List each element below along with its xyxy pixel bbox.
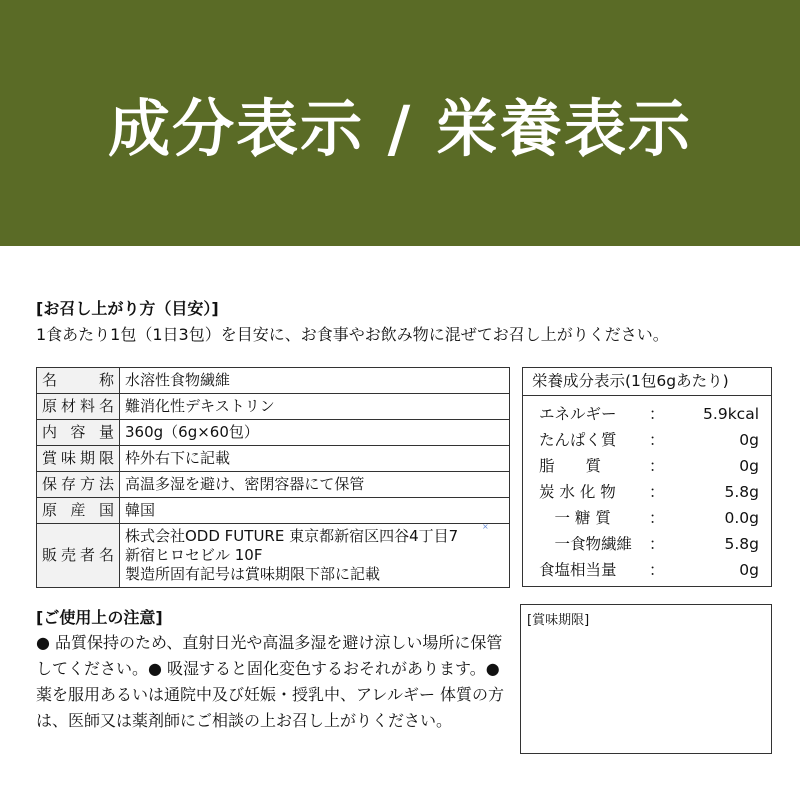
nutrient-value: 5.9kcal [703,405,759,423]
table-row [37,498,510,524]
row-value [120,524,510,588]
nutrient-value: 5.8g [724,483,759,501]
nutrient-label: 脂 質 [539,457,602,475]
stray-mark: × [482,522,489,531]
nutrition-facts-box [522,367,772,587]
seller-line: 株式会社ODD FUTURE 東京都新宿区四谷4丁目7 [125,527,459,545]
table-row [37,420,510,446]
row-value: 韓国 [120,498,510,524]
nutrition-title: 栄養成分表示(1包6gあたり) [523,368,771,396]
nutrition-row [523,427,771,453]
nutrient-value: 5.8g [724,535,759,553]
row-label: 賞味期限 [37,446,120,472]
row-label: 原材料名 [37,394,120,420]
row-label: 内 容 量 [37,420,120,446]
table-row [37,368,510,394]
nutrient-value: 0.0g [724,509,759,527]
nutrient-value: 0g [739,561,759,579]
page-title: 成分表示 / 栄養表示 [108,91,692,165]
expiry-date-box [520,604,772,754]
nutrient-label: 一 糖 質 [539,509,611,527]
howto-heading: [お召し上がり方（目安）] [36,299,219,318]
nutrition-row [523,505,771,531]
howto-text: 1食あたり1包（1日3包）を目安に、お食事やお飲み物に混ぜてお召し上がりください。 [36,325,669,344]
nutrient-colon: ： [649,457,665,475]
nutrient-colon: ： [649,561,665,579]
nutrition-row [523,453,771,479]
nutrition-row [523,531,771,557]
nutrient-value: 0g [739,431,759,449]
nutrient-label: たんぱく質 [539,431,617,449]
table-row [37,472,510,498]
nutrient-colon: ： [649,405,665,423]
expiry-label: [賞味期限] [527,613,590,628]
nutrient-colon: ： [649,535,665,553]
nutrient-label: 一食物繊維 [539,535,633,553]
nutrition-row [523,479,771,505]
nutrition-row [523,401,771,427]
row-value: 枠外右下に記載 [120,446,510,472]
nutrient-label: エネルギー [539,405,617,423]
nutrition-row [523,557,771,583]
caution-heading: [ご使用上の注意] [36,608,163,627]
row-value: 水溶性食物繊維 [120,368,510,394]
row-label: 販売者名 [37,524,120,588]
nutrient-label: 食塩相当量 [539,561,617,579]
caution-text: ● 品質保持のため、直射日光や高温多湿を避け涼しい場所に保管してください。● 吸湿すると固化変色するおそれがあります。● 薬を服用あるいは通院中及び妊娠・授乳中、アレルギー 体質の方は、医師又は薬剤師にご相談の上お召し上がりください。 [36,633,505,730]
row-label: 名 称 [37,368,120,394]
seller-line: 製造所固有記号は賞味期限下部に記載 [125,565,381,583]
row-value: 360g（6g×60包） [120,420,510,446]
row-label: 保存方法 [37,472,120,498]
row-label: 原 産 国 [37,498,120,524]
table-row [37,394,510,420]
seller-line: 新宿ヒロセビル 10F [125,546,263,564]
row-value: 高温多湿を避け、密閉容器にて保管 [120,472,510,498]
row-value: 難消化性デキストリン [120,394,510,420]
nutrient-colon: ： [649,509,665,527]
table-row [37,446,510,472]
nutrient-value: 0g [739,457,759,475]
product-info-table [36,367,510,588]
nutrient-colon: ： [649,431,665,449]
nutrient-label: 炭 水 化 物 [539,483,616,501]
table-row [37,524,510,588]
nutrient-colon: ： [649,483,665,501]
header-banner [0,0,800,246]
